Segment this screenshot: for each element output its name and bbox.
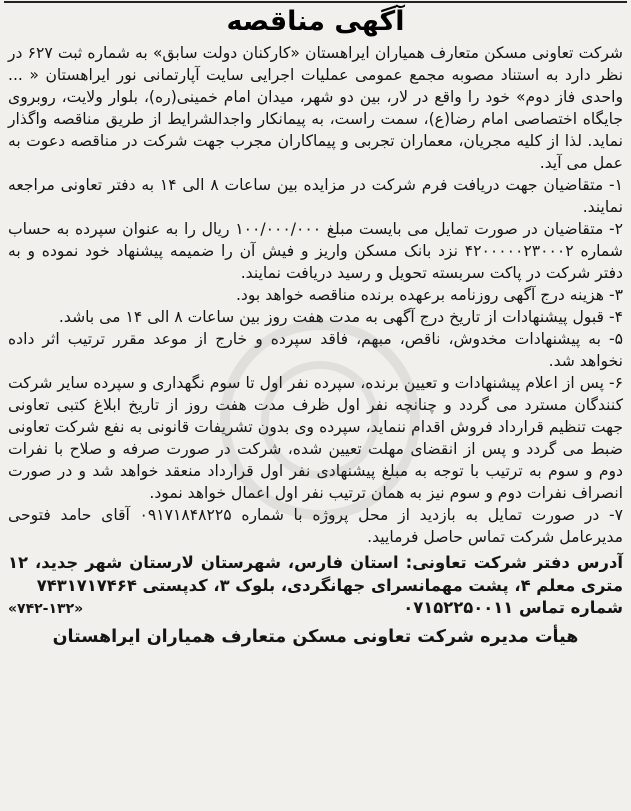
notice-intro: شرکت تعاونی مسکن متعارف همیاران ایراهستان «کارکنان دولت سابق» به شماره ثبت ۶۲۷ در نظر دارد به استناد مصوبه مجمع عمومی عملیات اجرایی سایت آپارتمانی نور ایراهستان « ... واحدی فاز دوم» خود را واقع در لار، بین دو شهر، میدان امام خمینی(ره)، بلوار ولایت، روبروی جایگاه اختصاصی امام رضا(ع)، سمت راست، به پیمانکار واجدالشرایط از طریق مناقصه واگذار نماید. لذا از کلیه مجریان، معماران تجربی و پیماکاران مجرب جهت شرکت در مناقصه دعوت به عمل می آید. xyxy=(8,44,623,172)
phone-row xyxy=(8,597,623,621)
contact-phone: شماره تماس ۰۷۱۵۲۲۵۰۰۱۱ xyxy=(403,598,623,617)
reference-code: «۷۴۲-۱۳۲» xyxy=(8,601,84,617)
notice-title: آگهی مناقصه xyxy=(226,6,405,37)
condition-item-1: ۱- متقاضیان جهت دریافت فرم شرکت در مزایده بین ساعات ۸ الی ۱۴ به دفتر تعاونی مراجعه نمایند. xyxy=(8,176,624,216)
condition-item-4: ۴- قبول پیشنهادات از تاریخ درج آگهی به مدت هفت روز بین ساعات ۸ الی ۱۴ می باشد. xyxy=(58,308,623,326)
condition-item-5: ۵- به پیشنهادات مخدوش، ناقص، مبهم، فاقد سپرده و خارج از موعد مقرر ترتیب اثر داده نخواهد شد. xyxy=(8,330,623,370)
condition-item-6: ۶- پس از اعلام پیشنهادات و تعیین برنده، سپرده نفر اول تا سوم نگهداری و سپرده سایر شرکت کنندگان مسترد می گردد و چنانچه نفر اول ظرف مدت هفت روز از تاریخ ابلاغ کتبی تعاونی جهت تنظیم قرارداد فروش اقدام ننماید، سپرده وی بدون تشریفات قانونی به نفع شرکت تعاونی ضبط می گردد و پس از انقضای مهلت تعیین شده، شرکت در صورت صرفه و صلاح با نفرات دوم و سوم به ترتیب با توجه به مبلغ پیشنهادی نفر اول قرارداد منعقد خواهد شد و در صورت انصراف نفرات دوم و سوم نیز به همان ترتیب نفر اول اعمال خواهد نمود. xyxy=(8,374,623,502)
office-address: آدرس دفتر شرکت تعاونی: استان فارس، شهرستان لارستان شهر جدید، ۱۲ متری معلم ۴، پشت مهمانسرای جهانگردی، بلوک ۳، کدپستی ۷۴۳۱۷۱۷۴۶۴ xyxy=(8,553,623,595)
board-signature: هیأت مدیره شرکت تعاونی مسکن متعارف همیاران ایراهستان xyxy=(52,626,579,647)
contact-block xyxy=(6,552,625,621)
condition-item-2: ۲- متقاضیان در صورت تمایل می بایست مبلغ ۱۰۰/۰۰۰/۰۰۰ ریال را به عنوان سپرده به حساب شماره ۴۲۰۰۰۰۰۲۳۰۰۰۲ نزد بانک مسکن واریز و فیش آن را ضمیمه پیشنهاد خود نموده و به دفتر شرکت در پاکت سربسته تحویل و رسید دریافت نمایند. xyxy=(8,220,624,282)
condition-item-3: ۳- هزینه درج آگهی روزنامه برعهده برنده مناقصه خواهد بود. xyxy=(235,286,623,304)
conditions-list xyxy=(6,174,625,548)
condition-item-7: ۷- در صورت تمایل به بازدید از محل پروژه با شماره ۰۹۱۷۱۸۴۸۲۲۵ آقای حامد فتوحی مدیرعامل شرکت تماس حاصل فرمایید. xyxy=(8,506,623,546)
top-border-line xyxy=(4,1,627,3)
